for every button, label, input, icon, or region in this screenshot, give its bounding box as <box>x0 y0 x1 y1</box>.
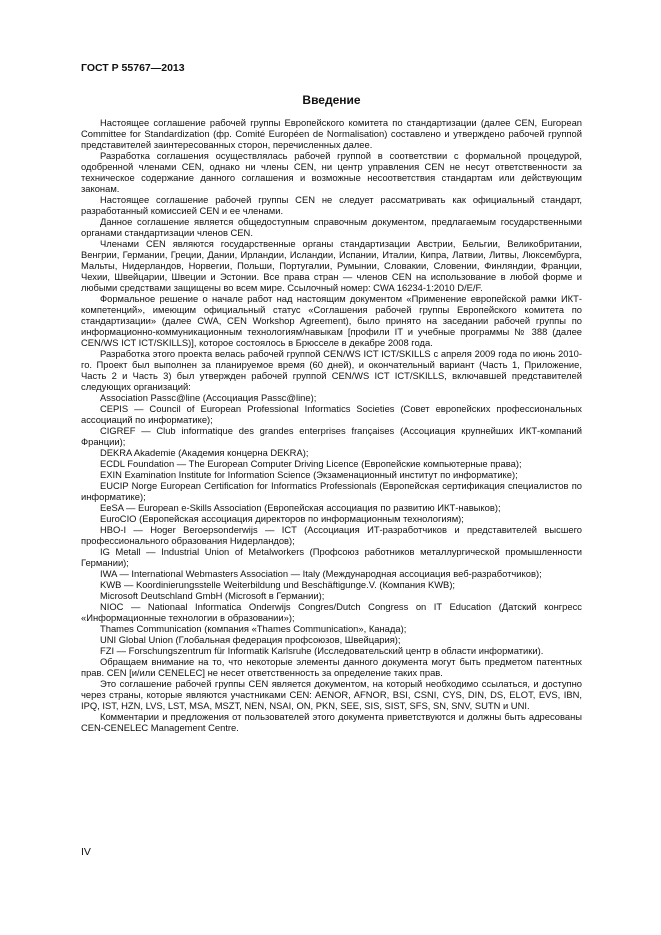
organization-item: Association Passc@line (Ассоциация Passc@line); <box>100 392 317 403</box>
organization-item: ECDL Foundation — The European Computer Driving Licence (Европейские компьютерные права); <box>100 458 522 469</box>
organization-item: EUCIP Norge European Certification for Informatics Professionals (Европейская сертификация специалистов по информатике); <box>81 480 582 502</box>
organization-item: CIGREF — Club informatique des grandes enterprises françaises (Ассоциация крупнейших ИКТ-компаний Франции); <box>81 425 582 447</box>
organization-item: IWA — International Webmasters Association — Italy (Международная ассоциация веб-разработчиков); <box>100 568 542 579</box>
organization-item: EXIN Examination Institute for Information Science (Экзаменационный институт по информатике); <box>100 469 518 480</box>
paragraph: Настоящее соглашение рабочей группы Европейского комитета по стандартизации (далее CEN, European Committee for Standardization (фр. Comité Européen de Normalisation) составлено и утверждено рабочей группой представителей заинтересованных сторон, перечисленных далее. <box>81 117 582 150</box>
paragraph: Разработка соглашения осуществлялась рабочей группой в соответствии с формальной процедурой, одобренной членами CEN, однако ни члены CEN, ни центр управления CEN не несут ответственности за техническое содержание данного соглашения и возможные несоответствия стандартам или действующим законам. <box>81 150 582 194</box>
organization-item: EeSA — European e-Skills Association (Европейская ассоциация по развитию ИКТ-навыков); <box>100 502 501 513</box>
page-number: IV <box>81 846 91 858</box>
organization-item: Microsoft Deutschland GmbH (Microsoft в Германии); <box>100 590 325 601</box>
paragraph: Обращаем внимание на то, что некоторые элементы данного документа могут быть предметом патентных прав. CEN [и/или CENELEC] не несет ответственность за определение таких прав. <box>81 656 582 678</box>
organization-item: DEKRA Akademie (Академия концерна DEKRA); <box>100 447 309 458</box>
paragraph: Данное соглашение является общедоступным справочным документом, предлагаемым государственными органами стандартизации членов CEN. <box>81 216 582 238</box>
organization-item: KWB — Koordinierungsstelle Weiterbildung und Beschäftigunge.V. (Компания KWB); <box>100 579 456 590</box>
document-header: ГОСТ Р 55767—2013 <box>81 62 185 74</box>
paragraph: Это соглашение рабочей группы CEN является документом, на который необходимо ссылаться, и доступно через страны, которые являются участниками CEN: AENOR, AFNOR, BSI, CSNI, CYS, DIN, DS, ELOT, EVS, IBN, IPQ, IST, HZN, LVS, LST, MSA, MSZT, NEN, NSAI, ON, PKN, SEE, SIS, SIST, SFS, SN, SNV, SUTN и UNI. <box>81 678 582 711</box>
organization-item: Thames Communication (компания «Thames Communication», Канада); <box>100 623 407 634</box>
document-body <box>81 117 582 733</box>
organization-item: EuroCIO (Европейская ассоциация директоров по информационным технологиям); <box>100 513 464 524</box>
organization-item: NIOC — Nationaal Informatica Onderwijs Congres/Dutch Congress on IT Education (Датский конгресс «Информационные технологии в образовании»); <box>81 601 582 623</box>
organization-item: UNI Global Union (Глобальная федерация профсоюзов, Швейцария); <box>100 634 401 645</box>
paragraph: Настоящее соглашение рабочей группы CEN не следует рассматривать как официальный стандарт, разработанный комиссией CEN и ее членами. <box>81 194 582 216</box>
paragraph: Комментарии и предложения от пользователей этого документа приветствуются и должны быть адресованы CEN-CENELEC Management Centre. <box>81 711 582 733</box>
paragraph: Формальное решение о начале работ над настоящим документом «Применение европейской рамки ИКТ-компетенций», имеющим официальный статус «Соглашения рабочей группы Европейского комитета по стандартизации» (далее CWA, CEN Workshop Agreement), было принято на заседании рабочей группы по информационно-коммуникационным технологиям/навыкам [профили IT и учебные программы № 388 (далее CEN/WS ICT ICT/SKILLS)], которое состоялось в Брюсселе в декабре 2008 года. <box>81 293 582 348</box>
paragraph: Разработка этого проекта велась рабочей группой CEN/WS ICT ICT/SKILLS с апреля 2009 года по июнь 2010-го. Проект был выполнен за планируемое время (60 дней), и окончательный вариант (Часть 1, Приложение, Часть 2 и Часть 3) был утвержден рабочей группой CEN/WS ICT ICT/SKILLS, включавшей представителей следующих организаций: <box>81 348 582 392</box>
organization-item: FZI — Forschungszentrum für Informatik Karlsruhe (Исследовательский центр в области информатики). <box>100 645 544 656</box>
organization-item: HBO-I — Hoger Beroepsonderwijs — ICT (Ассоциация ИТ-разработчиков и представителей высшего профессионального образования Нидерландов); <box>81 524 582 546</box>
organization-item: CEPIS — Council of European Professional Informatics Societies (Совет европейских профессиональных ассоциаций по информатике); <box>81 403 582 425</box>
section-title: Введение <box>302 93 361 107</box>
paragraph: Членами CEN являются государственные органы стандартизации Австрии, Бельгии, Великобритании, Венгрии, Германии, Греции, Дании, Ирландии, Исландии, Испании, Италии, Кипра, Латвии, Литвы, Люксембурга, Мальты, Нидерландов, Норвегии, Польши, Португалии, Румынии, Словакии, Словении, Финляндии, Франции, Чехии, Швейцарии, Швеции и Эстонии. Все права стран — членов CEN на использование в любой форме и любыми средствами защищены во всем мире. Ссылочный номер: CWA 16234-1:2010 D/E/F. <box>81 238 582 293</box>
organization-item: IG Metall — Industrial Union of Metalworkers (Профсоюз работников металлургической промышленности Германии); <box>81 546 582 568</box>
